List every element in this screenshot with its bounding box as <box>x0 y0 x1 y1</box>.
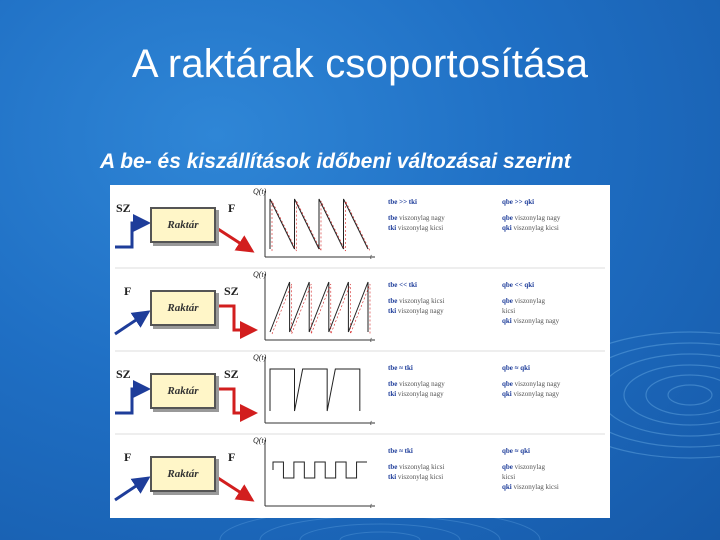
outgoing-continuous-arrow <box>218 478 252 500</box>
outgoing-continuous-arrow <box>218 229 252 251</box>
note-key: qki <box>502 317 512 325</box>
incoming-continuous-arrow <box>115 478 148 500</box>
note-value: kicsi <box>502 307 516 315</box>
t-axis-label: t <box>370 253 372 261</box>
outgoing-step-arrow <box>218 306 255 330</box>
q-axis-label: Q(t) <box>253 436 267 445</box>
note-line <box>388 379 445 389</box>
note-line <box>388 389 445 399</box>
outflow-label: F <box>228 201 236 215</box>
inflow-label: F <box>124 450 132 464</box>
note-value: viszonylag <box>512 297 545 305</box>
note-key: tki <box>388 390 397 398</box>
note-line <box>502 197 560 207</box>
note-value: viszonylag kicsi <box>511 483 559 491</box>
note-value: viszonylag nagy <box>396 390 444 398</box>
note-line <box>502 316 559 326</box>
warehouse-box: Raktár <box>150 207 216 243</box>
stock-level-curve <box>270 282 368 332</box>
note-line <box>502 280 559 290</box>
note-value: viszonylag kicsi <box>397 463 445 471</box>
note-value: viszonylag nagy <box>397 380 445 388</box>
note-line <box>502 462 559 472</box>
note-key: qbe <box>502 463 513 471</box>
note-key: qbe ≈ qki <box>502 447 530 455</box>
warehouse-diagram-figure <box>110 185 610 518</box>
note-key: tki <box>388 224 397 232</box>
note-line <box>388 472 444 482</box>
note-line <box>388 306 444 316</box>
note-key: tbe <box>388 214 398 222</box>
incoming-step-arrow <box>115 389 148 413</box>
outflow-label: SZ <box>224 367 239 381</box>
note-line <box>388 462 444 472</box>
note-key: qbe << qki <box>502 281 535 289</box>
note-key: tbe <box>388 463 398 471</box>
note-line <box>502 306 559 316</box>
q-axis-label: Q(t) <box>253 187 267 196</box>
outgoing-step-arrow <box>218 389 255 413</box>
note-value: viszonylag <box>512 463 545 471</box>
slide-subtitle: A be- és kiszállítások időbeni változásai szerint <box>100 150 571 173</box>
stock-level-trend <box>272 201 370 251</box>
note-value: viszonylag nagy <box>397 214 445 222</box>
t-axis-label: t <box>370 419 372 427</box>
note-key: tki <box>388 473 397 481</box>
slide-title: A raktárak csoportosítása <box>131 42 589 86</box>
stock-level-curve <box>273 462 367 478</box>
inflow-label: SZ <box>116 367 131 381</box>
note-line <box>388 363 445 373</box>
note-key: qbe <box>502 214 513 222</box>
quantity-notes <box>502 280 559 326</box>
note-key: tbe >> tki <box>388 198 417 206</box>
note-value: viszonylag nagy <box>512 214 561 222</box>
note-line <box>388 446 444 456</box>
outflow-label: SZ <box>224 284 239 298</box>
inflow-label: F <box>124 284 132 298</box>
quantity-notes <box>502 446 559 492</box>
inflow-label: SZ <box>116 201 131 215</box>
note-key: qki <box>502 390 512 398</box>
note-line <box>388 213 445 223</box>
note-value: viszonylag nagy <box>511 317 560 325</box>
warehouse-box: Raktár <box>150 456 216 492</box>
note-line <box>502 482 559 492</box>
note-key: qbe <box>502 297 513 305</box>
note-value: viszonylag kicsi <box>511 224 559 232</box>
warehouse-box: Raktár <box>150 290 216 326</box>
note-line <box>502 472 559 482</box>
note-key: tbe <box>388 380 398 388</box>
note-line <box>388 280 444 290</box>
interval-notes <box>388 280 444 316</box>
incoming-continuous-arrow <box>115 312 148 334</box>
note-line <box>502 363 560 373</box>
note-line <box>502 213 560 223</box>
note-key: tbe ≈ tki <box>388 447 413 455</box>
q-axis-label: Q(t) <box>253 270 267 279</box>
note-value: viszonylag nagy <box>396 307 444 315</box>
interval-notes <box>388 197 445 233</box>
warehouse-box: Raktár <box>150 373 216 409</box>
note-line <box>388 223 445 233</box>
note-key: tbe <box>388 297 398 305</box>
quantity-notes <box>502 363 560 399</box>
note-key: tbe << tki <box>388 281 417 289</box>
note-value: viszonylag nagy <box>511 390 560 398</box>
note-key: qbe <box>502 380 513 388</box>
note-line <box>502 223 560 233</box>
interval-notes <box>388 363 445 399</box>
note-line <box>502 446 559 456</box>
t-axis-label: t <box>370 502 372 510</box>
note-value: viszonylag kicsi <box>396 224 444 232</box>
note-line <box>388 296 444 306</box>
quantity-notes <box>502 197 560 233</box>
note-key: qbe ≈ qki <box>502 364 530 372</box>
stock-level-trend <box>272 284 370 334</box>
note-key: tbe ≈ tki <box>388 364 413 372</box>
interval-notes <box>388 446 444 482</box>
note-line <box>502 379 560 389</box>
note-line <box>502 296 559 306</box>
outflow-label: F <box>228 450 236 464</box>
stock-level-curve <box>270 199 368 249</box>
note-value: viszonylag kicsi <box>396 473 444 481</box>
note-value: viszonylag kicsi <box>397 297 445 305</box>
note-key: qbe >> qki <box>502 198 535 206</box>
t-axis-label: t <box>370 336 372 344</box>
note-key: qki <box>502 224 512 232</box>
note-key: tki <box>388 307 397 315</box>
note-value: kicsi <box>502 473 516 481</box>
note-key: qki <box>502 483 512 491</box>
q-axis-label: Q(t) <box>253 353 267 362</box>
stock-level-curve <box>270 369 360 411</box>
note-line <box>388 197 445 207</box>
note-line <box>502 389 560 399</box>
note-value: viszonylag nagy <box>512 380 561 388</box>
incoming-step-arrow <box>115 223 148 247</box>
